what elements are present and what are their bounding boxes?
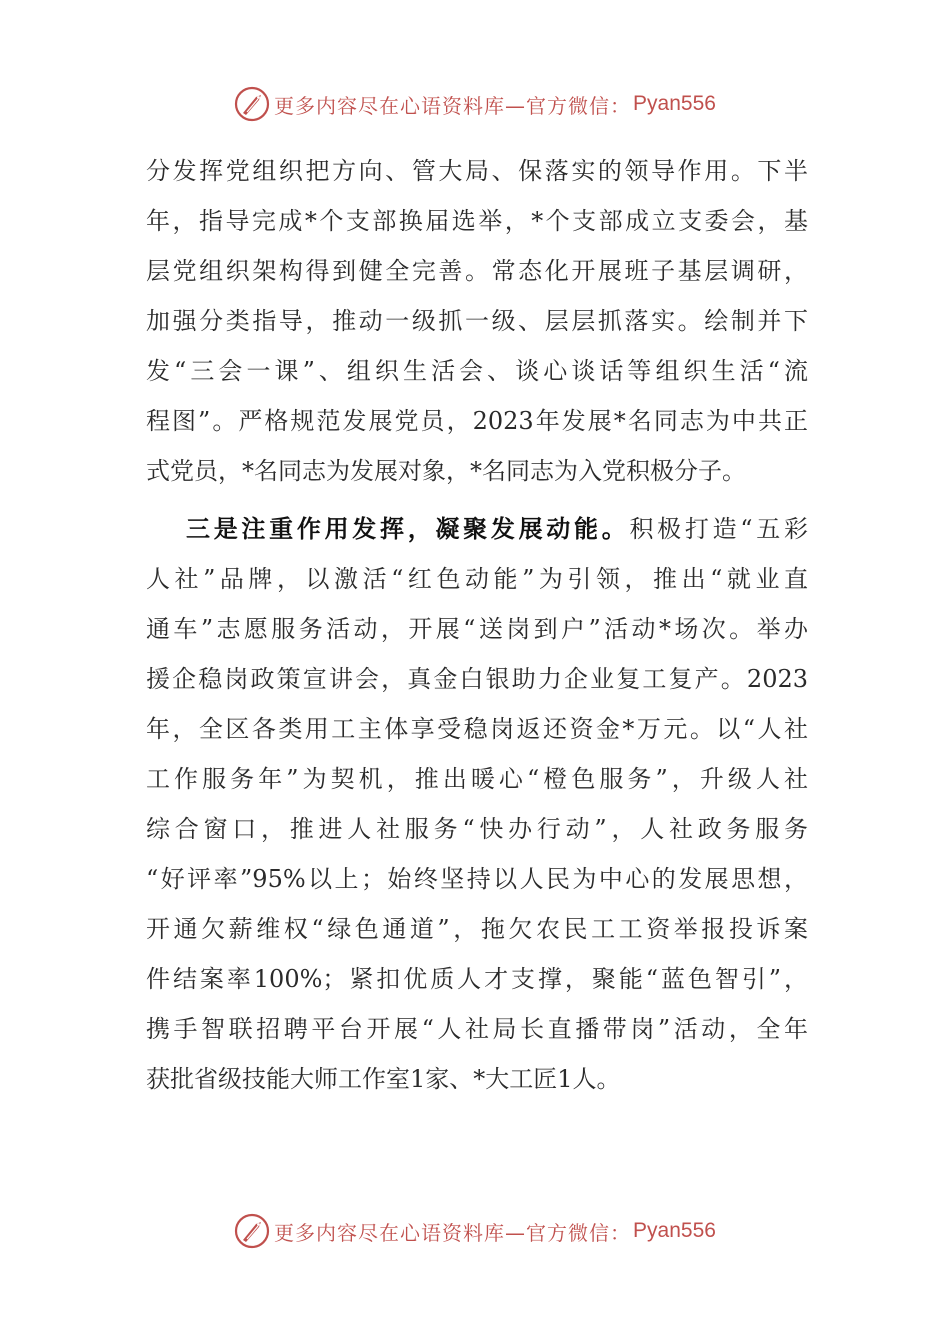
pen-nib-icon [234,1213,270,1249]
text-line: 积极打造“五彩 [629,515,808,543]
watermark-handle: Pyan556 [633,92,716,115]
text-line: 发“三会一课”、组织生活会、谈心谈话等组织生活“流 [146,357,808,385]
paragraph-first-line [146,504,808,554]
text-line: 分发挥党组织把方向、管大局、保落实的领导作用。下半 [146,157,808,185]
watermark-text: 更多内容尽在心语资料库—官方微信： [274,93,632,118]
text-line: 开通欠薪维权“绿色通道”，拖欠农民工工资举报投诉案 [146,915,808,943]
text-line: 援企稳岗政策宣讲会，真金白银助力企业复工复产。2023 [146,665,808,693]
text-line: “好评率”95%以上；始终坚持以人民为中心的发展思想， [146,865,808,893]
pen-nib-icon [234,86,270,122]
text-line: 通车”志愿服务活动，开展“送岗到户”活动*场次。举办 [146,615,808,643]
text-line: 层党组织架构得到健全完善。常态化开展班子基层调研， [146,257,808,285]
text-line: 携手智联招聘平台开展“人社局长直播带岗”活动，全年 [146,1015,808,1043]
paragraph-2 [146,504,808,1104]
text-line: 式党员，*名同志为发展对象，*名同志为入党积极分子。 [146,457,746,485]
text-line: 件结案率100%；紧扣优质人才支撑，聚能“蓝色智引”， [146,965,808,993]
text-line: 综合窗口，推进人社服务“快办行动”，人社政务服务 [146,815,808,843]
text-line: 获批省级技能大师工作室1家、*大工匠1人。 [146,1065,621,1093]
text-line: 程图”。严格规范发展党员，2023年发展*名同志为中共正 [146,407,808,435]
text-line: 年，全区各类用工主体享受稳岗返还资金*万元。以“人社 [146,715,808,743]
header-watermark [0,84,950,124]
paragraph-heading: 三是注重作用发挥，凝聚发展动能。 [186,514,630,543]
document-body [146,146,808,1104]
watermark-text: 更多内容尽在心语资料库—官方微信： [274,1220,632,1245]
footer-watermark [0,1211,950,1251]
watermark-handle: Pyan556 [633,1219,716,1242]
text-line: 工作服务年”为契机，推出暖心“橙色服务”，升级人社 [146,765,808,793]
text-line: 年，指导完成*个支部换届选举，*个支部成立支委会，基 [146,207,808,235]
paragraph-1 [146,146,808,496]
text-line: 人社”品牌，以激活“红色动能”为引领，推出“就业直 [146,565,808,593]
text-line: 加强分类指导，推动一级抓一级、层层抓落实。绘制并下 [146,307,808,335]
